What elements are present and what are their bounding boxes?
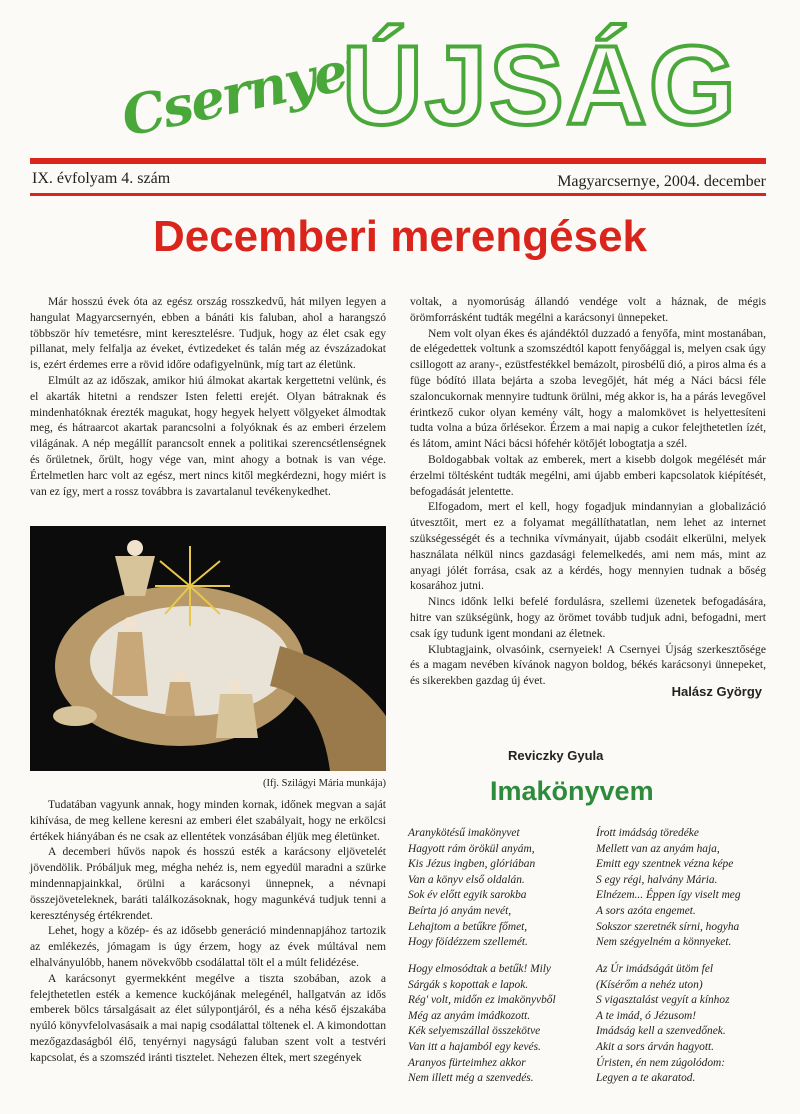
paragraph: Nincs időnk lelki befelé fordulásra, szellemi üzenetek befogadására, hitre van szükségünk, hogy az örömet tovább tudjuk adni, befogadni, mert csak így tudunk igent mondani az életnek. bbox=[410, 595, 766, 640]
masthead-script: Csernyei bbox=[116, 35, 370, 149]
poem-title: Imakönyvem bbox=[490, 776, 654, 806]
masthead-title: ÚJSÁG bbox=[342, 23, 738, 148]
poem-stanza: Az Úr imádságát ütöm fel (Kísérőm a nehéz uton) S vigasztalást vegyít a kínhoz A te imád, ó Jézusom! Imádság kell a szenvedőnek. Akit a sors árván hagyott. Úristen, én nem zúgolódom: Legyen a te akaratod. bbox=[596, 963, 730, 1085]
poem-stanza: Írott imádság töredéke Mellett van az anyám haja, Emitt egy szentnek vézna képe S egy régi, halvány Mária. Elnézem... Éppen így viselt meg A sors azóta engemet. Sokszor szeretnék sírni, hogyha Nem szégyelném a könnyeket. bbox=[596, 827, 741, 949]
paragraph: Lehet, hogy a közép- és az idősebb generáció mindennapjához tartozik az emlékezés, jómagam is úgy érzem, hogy az évek múltával nem elhalványulóbb, hanem növekvőbb csodálattal tölt el a múlt felidézése. bbox=[30, 924, 386, 969]
article-column-right bbox=[410, 294, 766, 689]
paragraph: Nem volt olyan ékes és ajándéktól duzzadó a fenyőfa, mint mostanában, de elégedettek voltunk a szomszédtól kapott fenyőággal is, melyen csak úgy csillogott az arany-, ezüstfestékkel bemázolt, pirosbélű dió, a piros alma és a füge bódító illata bejárta a szoba levegőjét, hát még a Náci bácsi féle szaloncukornak mennyire tudtunk örülni, még akkor is, ha a párás levegővel érintkező cukor olyan kemény vált, hogy a malomkövet is helyettesíteni tudta volna a búza őrlésekor. Érzem a mai napig a cukor felejthetetlen ízét, és látom, amint Náci bácsi hófehér kötőjét lobogtatja a szél. bbox=[410, 326, 766, 451]
nativity-image bbox=[30, 526, 386, 771]
dateline: Magyarcsernye, 2004. december bbox=[557, 173, 766, 190]
paragraph: Klubtagjaink, olvasóink, csernyeiek! A Csernyei Újság szerkesztősége és a magam nevében kívánok nagyon boldog, békés karácsonyi ünnepeket, és sikerekben gazdag új évet. bbox=[410, 642, 766, 688]
paragraph: A karácsonyt gyermekként megélve a tiszta szobában, azok a felejthetetlen esték a kemence kuckójának melegénél, hallgatván az idős emberek bölcs társalgásait az élet súlypontjáról, és a néha késő éjszakába nyúló könyvfelolvasásaik a mai napig csodálattal töltenek el. A kimondottan mezőgazdaságból élő, tenyérnyi nagyságú faluban szent volt a testvéri kapcsolat, és a szomszéd iránti tisztelet. Nehezen éltek, mert szegények bbox=[30, 971, 386, 1064]
article-signature: Halász György bbox=[671, 684, 762, 699]
header-rule-bottom bbox=[30, 193, 766, 196]
header-rule-top bbox=[30, 158, 766, 164]
article-headline: Decemberi merengések bbox=[152, 212, 648, 261]
poem-stanza: Hogy elmosódtak a betűk! Mily Sárgák s kopottak e lapok. Rég' volt, midőn ez imakönyvből Még az anyám imádkozott. Kék selyemszállal összekötve Van itt a hajamból egy kevés. Aranyos fürteimhez akkor Nem illett még a szenvedés. bbox=[408, 963, 556, 1085]
paragraph: Tudatában vagyunk annak, hogy minden kornak, időnek megvan a saját kihívása, de meg kellene keresni az emberi élet szabályait, hogy ne erkölcsi értékek hiányában és ne csak az ellentétek vonzásában éljük meg életünket. bbox=[30, 798, 386, 843]
article-column-left-bottom bbox=[30, 797, 386, 1066]
paragraph: A decemberi hűvös napok és hosszú esték a karácsony eljövetelét jövendölik. Próbáljuk meg, mégha nehéz is, nem egyedül maradni a szürke mindennapjainkkal, örülni a karácsonyi ünnepnek, a névnapi összejöveteleknek, baráti találkozásoknak, hogy magunkévá tudjuk tenni a kereszténység értékrendet. bbox=[30, 845, 386, 922]
paragraph: voltak, a nyomorúság állandó vendége volt a háznak, de mégis örömforrásként tudták megélni a karácsonyi ünnepeket. bbox=[410, 295, 766, 324]
nativity-photo bbox=[30, 526, 386, 771]
paragraph: Már hosszú évek óta az egész ország rosszkedvű, hát milyen legyen a hangulat Magyarcsernyén, ebben a bánáti kis faluban, ahol a harangszó többször hív temetésre, mint keresztelésre. Tudjuk, hogy az élet csak egy pillanat, mely felfalja az éveket, évtizedeket és talán még az évszázadokat is, ezért érdemes erre a rövid időre odafigyelnünk, míg tart az életünk. bbox=[30, 295, 386, 372]
article-column-left-top bbox=[30, 294, 386, 499]
paragraph: Elmúlt az az időszak, amikor hiú álmokat akartak kergettetni velünk, és el akarták hitetni a rendszer Isten feletti erejét. Olyan bátraknak és mindenhatóknak érezték magukat, hogy hegyek helyett völgyeket álmodtak meg, és hátraarcot akartak parancsolni a folyóknak és az emberi érzelem világának. A nép megállít parancsolt ennek a politikai szerencsétlenségnek és őrületnek, őrült, hogy vége van, mint ahogy a botnak is van vége. Értelmetlen harc volt az egész, mert nincs kitől megkérdezni, hogy miért is van ez így, mert a rossz továbbra is zavartalanul tevékenykedhet. bbox=[30, 373, 386, 498]
masthead bbox=[116, 23, 738, 160]
photo-caption: (Ifj. Szilágyi Mária munkája) bbox=[262, 778, 386, 789]
paragraph: Boldogabbak voltak az emberek, mert a kisebb dolgok megélését már érzelmi töltésként tudták megélni, ami újabb emberi kapcsolatok kiépítését, befogadását jelentette. bbox=[410, 452, 766, 498]
issue-number: IX. évfolyam 4. szám bbox=[32, 170, 171, 187]
poem-stanza: Aranykötésű imakönyvet Hagyott rám örökül anyám, Kis Jézus ingben, glóriában Van a könyv első oldalán. Sok év előtt egyik sarokba Beírta jó anyám nevét, Lehajtom a betűkre főmet, Hogy föídézzem szellemét. bbox=[408, 827, 536, 949]
paragraph: Elfogadom, mert el kell, hogy fogadjuk mindannyian a globalizáció útvesztőit, mert ez a folyamat megállíthatatlan, nem lehet az internet szükségességét és a technika vívmányait, újabb csodáit elkerülni, melyek használata nélkül nincs gazdasági felemelkedés, ami nem más, mint az anyagi jólét forrása, csak az a kérdés, hogy mennyien tudnak a bőség kosarához jutni. bbox=[410, 500, 766, 593]
poem-author: Reviczky Gyula bbox=[508, 748, 604, 763]
